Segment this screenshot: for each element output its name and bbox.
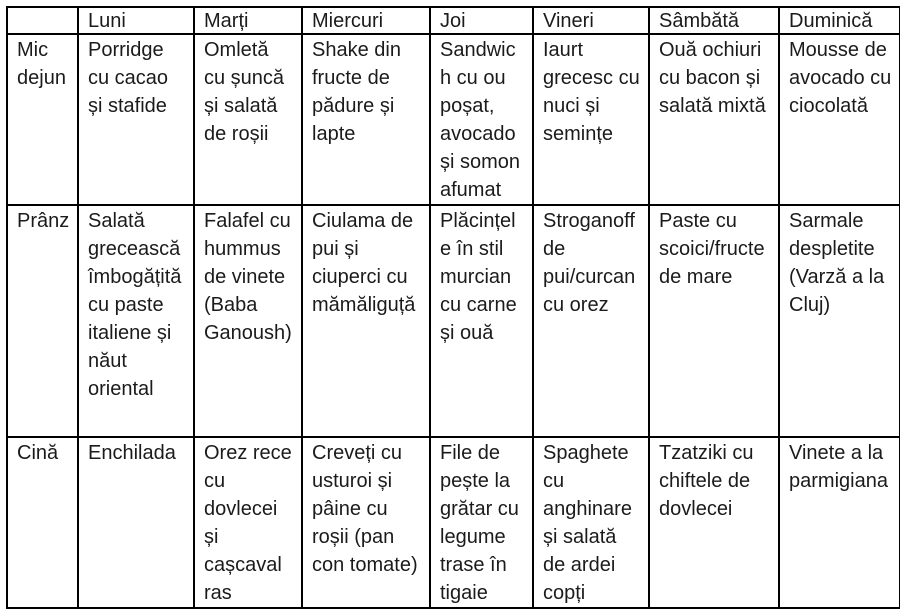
column-header-luni: Luni xyxy=(78,7,194,34)
meal-plan-table xyxy=(6,6,900,609)
corner-cell xyxy=(7,7,78,34)
meal-cell-pranz-miercuri: Ciulama de pui și ciuperci cu mămăliguță xyxy=(302,205,430,437)
meal-cell-pranz-vineri: Stroganoff de pui/curcan cu orez xyxy=(533,205,649,437)
column-header-miercuri: Miercuri xyxy=(302,7,430,34)
table-row-pranz xyxy=(7,205,900,437)
column-header-vineri: Vineri xyxy=(533,7,649,34)
meal-cell-pranz-luni: Salată grecească îmbogățită cu paste italiene și năut oriental xyxy=(78,205,194,437)
table-row-mic-dejun xyxy=(7,34,900,205)
row-header-mic-dejun: Mic dejun xyxy=(7,34,78,205)
meal-cell-mic-dejun-vineri: Iaurt grecesc cu nuci și semințe xyxy=(533,34,649,205)
meal-cell-cina-vineri: Spaghete cu anghinare și salată de ardei copți xyxy=(533,437,649,608)
meal-cell-mic-dejun-sambata: Ouă ochiuri cu bacon și salată mixtă xyxy=(649,34,779,205)
row-header-pranz: Prânz xyxy=(7,205,78,437)
meal-cell-cina-duminica: Vinete a la parmigiana xyxy=(779,437,900,608)
meal-cell-mic-dejun-luni: Porridge cu cacao și stafide xyxy=(78,34,194,205)
meal-cell-cina-marti: Orez rece cu dovlecei și cașcaval ras xyxy=(194,437,302,608)
meal-cell-mic-dejun-miercuri: Shake din fructe de pădure și lapte xyxy=(302,34,430,205)
meal-cell-mic-dejun-joi: Sandwich cu ou poșat, avocado și somon afumat xyxy=(430,34,533,205)
meal-cell-cina-miercuri: Creveți cu usturoi și pâine cu roșii (pan con tomate) xyxy=(302,437,430,608)
column-header-marti: Marți xyxy=(194,7,302,34)
column-header-joi: Joi xyxy=(430,7,533,34)
meal-cell-cina-joi: File de pește la grătar cu legume trase în tigaie xyxy=(430,437,533,608)
row-header-cina: Cină xyxy=(7,437,78,608)
column-header-sambata: Sâmbătă xyxy=(649,7,779,34)
meal-cell-pranz-duminica: Sarmale despletite (Varză a la Cluj) xyxy=(779,205,900,437)
meal-cell-pranz-marti: Falafel cu hummus de vinete (Baba Ganoush) xyxy=(194,205,302,437)
meal-cell-mic-dejun-duminica: Mousse de avocado cu ciocolată xyxy=(779,34,900,205)
meal-cell-pranz-sambata: Paste cu scoici/fructe de mare xyxy=(649,205,779,437)
meal-cell-cina-sambata: Tzatziki cu chiftele de dovlecei xyxy=(649,437,779,608)
meal-cell-cina-luni: Enchilada xyxy=(78,437,194,608)
table-row-cina xyxy=(7,437,900,608)
header-row xyxy=(7,7,900,34)
meal-cell-pranz-joi: Plăcințele în stil murcian cu carne și ouă xyxy=(430,205,533,437)
column-header-duminica: Duminică xyxy=(779,7,900,34)
meal-cell-mic-dejun-marti: Omletă cu șuncă și salată de roșii xyxy=(194,34,302,205)
